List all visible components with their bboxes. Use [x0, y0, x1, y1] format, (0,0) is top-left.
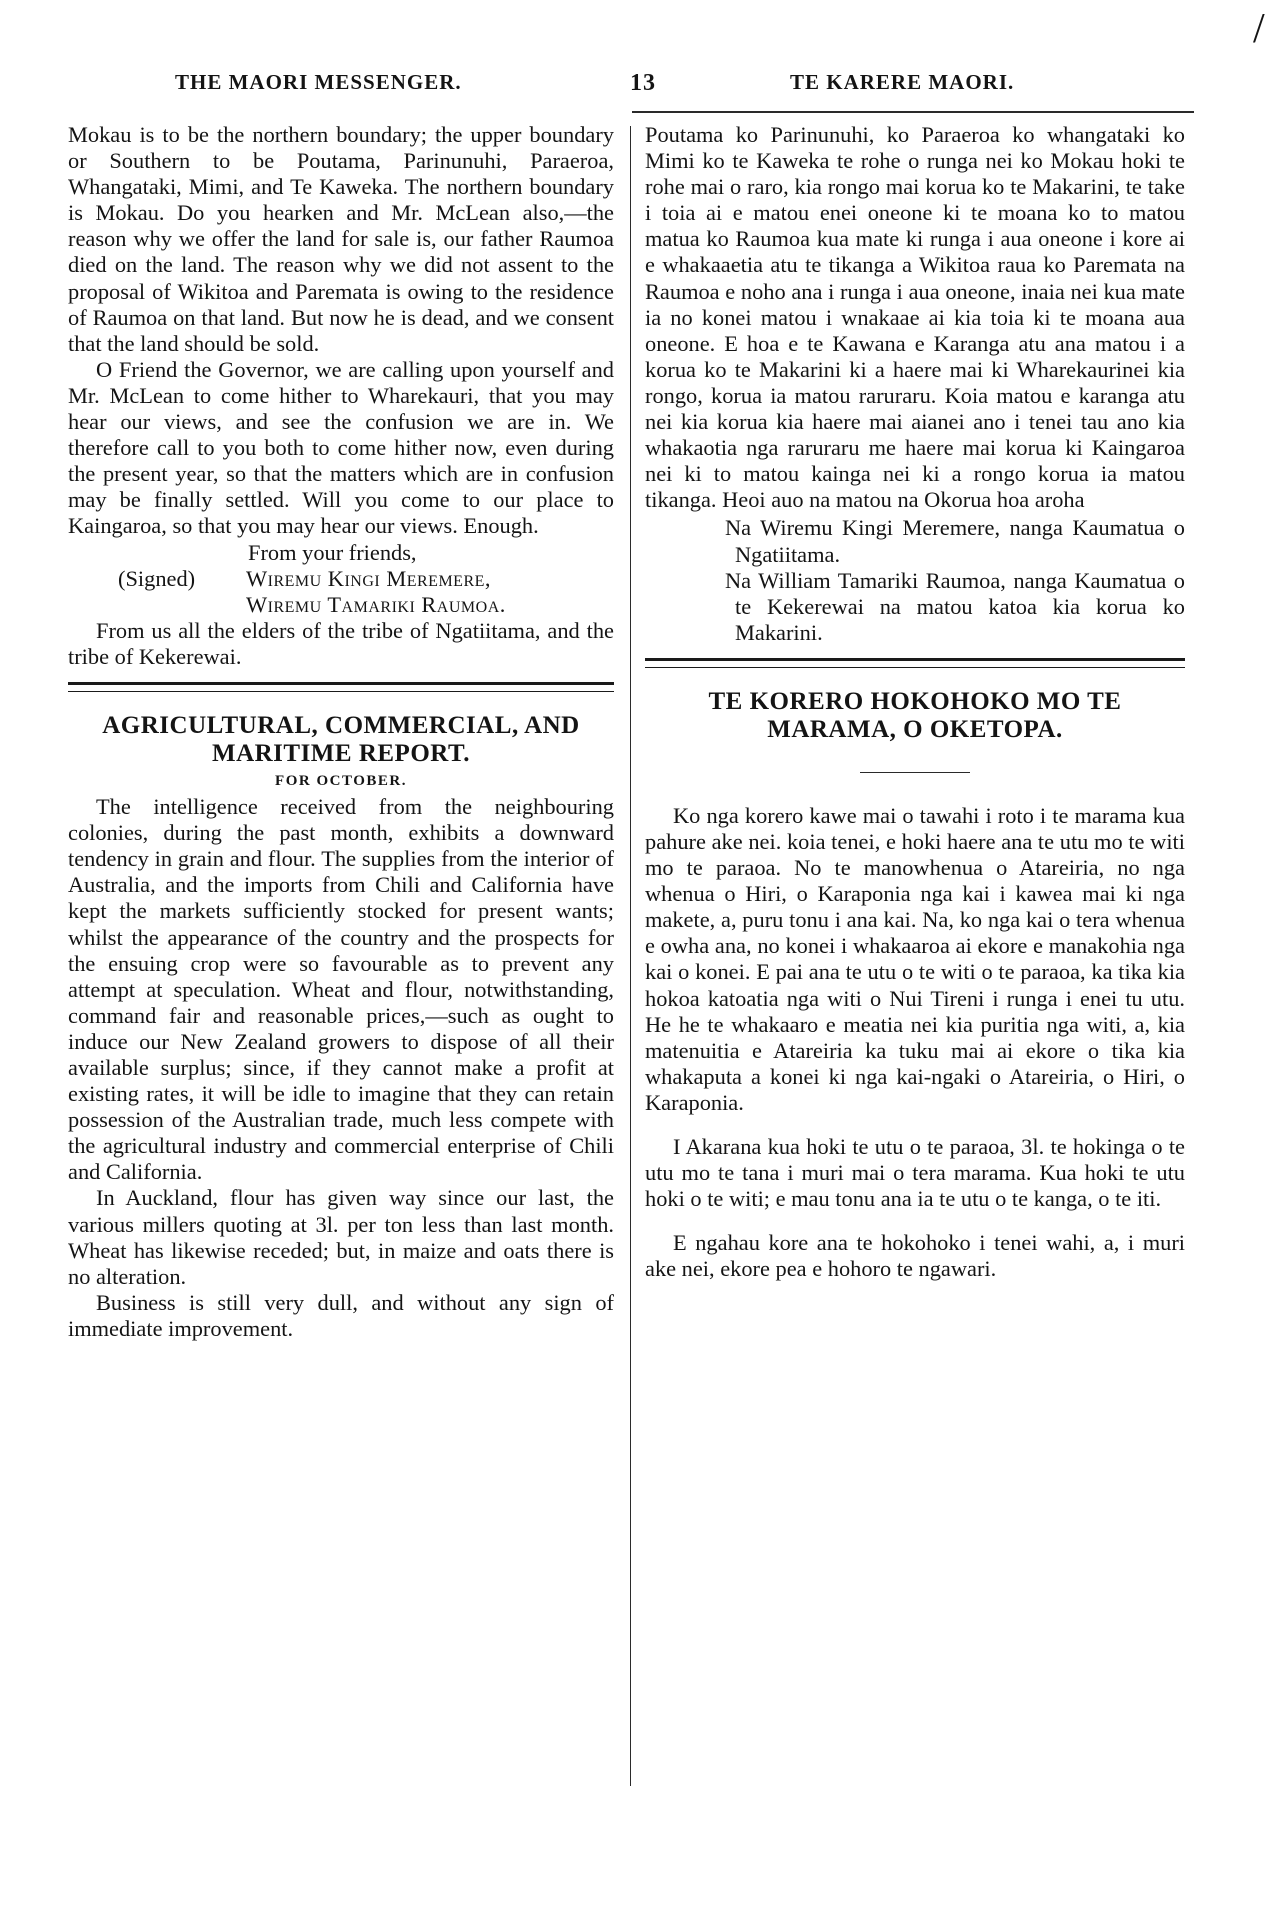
- report-paragraph: E ngahau kore ana te hokohoko i tenei wahi, a, i muri ake nei, ekore pea e hohoro te ngawari.: [645, 1230, 1185, 1282]
- header-rule: [632, 111, 1194, 113]
- report-title: TE KORERO HOKOHOKO MO TE MARAMA, O OKETOPA.: [708, 687, 1122, 743]
- letter-paragraph: O Friend the Governor, we are calling upon yourself and Mr. McLean to come hither to Wharekauri, that you may hear our views, and see the confusion we are in. We therefore call to you both to come hither now, even during the present year, so that the matters which are in confusion may be finally settled. Will you come to our place to Kaingaroa, so that you may hear our views. Enough.: [68, 356, 614, 539]
- signed-label: (Signed): [118, 565, 196, 591]
- letter-paragraph: Poutama ko Parinunuhi, ko Paraeroa ko whangataki ko Mimi ko te Kaweka te rohe o runga nei ko Mokau hoki te rohe mai o raro, kia rongo mai korua ko te Makarini, te take i toia ai e matou enei oneone ki te moana ko to matou matua ko Raumoa kua mate ki runga i aua oneone i kore ai e whakaaetia atu te tikanga a Wikitoa raua ko Paremata na Raumoa e noho ana i runga i aua oneone, inaia nei kua mate ia no konei matou i wnakaae ai kia toia ki te moana aua oneone. E hoa e te Kawana e Karanga atu ana matou i a korua ko te Makarini ki a haere mai ki Wharekaurinei kia rongo, korua ia matou raruraru. Koia matou e karanga atu nei kia korua kia haere mai aianei ano i tenei tau ano kia whakaotia nga raruraru me haere mai korua ki Kaingaroa nei ki to matou kainga nei ki a rongo korua ia matou tikanga. Heoi auo na matou na Okorua hoa aroha: [645, 122, 1185, 513]
- running-head-maori: TE KARERE MAORI.: [790, 70, 1015, 94]
- report-paragraph: I Akarana kua hoki te utu o te paraoa, 3l. te hokinga o te utu mo te tana i muri mai o tera marama. Kua hoki te utu hoki o te witi; e mau tonu ana ia te utu o te kanga, o te iti.: [645, 1134, 1185, 1212]
- short-rule: [860, 772, 970, 773]
- corner-pencil-mark: /: [1253, 6, 1265, 52]
- column-divider: [630, 126, 631, 1786]
- letter-from-line: From us all the elders of the tribe of Ngatiitama, and the tribe of Kekerewai.: [68, 617, 614, 669]
- report-subtitle: FOR OCTOBER.: [275, 772, 407, 789]
- section-divider: [68, 682, 614, 692]
- letter-closing: From your friends,: [248, 539, 417, 565]
- signature-name: Wiremu Kingi Meremere,: [246, 565, 491, 591]
- report-paragraph: Ko nga korero kawe mai o tawahi i roto i te marama kua pahure ake nei. koia tenei, e hoki haere ana te utu mo te witi mo te paraoa. No te manowhenua o Atareiria, no nga whenua o Hiri, o Karaponia nga kai i kawea mai ki nga makete, a, puru tonu i ana kai. Na, ko nga kai o tera whenua e owha ana, no konei i whakaaroa ai ekore e manakohia nga kai o konei. E pai ana te utu o te witi o te paraoa, ka tika kia hokoa katoatia nga witi o Nui Tireni i runga i enei tu utu. He he te whakaaro e meatia nei kia puritia nga witi, a, kia matenuitia e Atareiria ka tuku mai ai ekore o tika kia whakaputa a konei ki nga kai-ngaki o Atareiria, o Hiri, o Karaponia.: [645, 802, 1185, 1115]
- report-paragraph: The intelligence received from the neighbouring colonies, during the past month, exhibits a downward tendency in grain and flour. The supplies from the interior of Australia, and the imports from Chili and California have kept the markets sufficiently stocked for present wants; whilst the appearance of the country and the prospects for the ensuing crop were so favourable as to prevent any attempt at speculation. Wheat and flour, notwithstanding, command fair and reasonable prices,—such as ought to induce our New Zealand growers to dispose of all their available surplus; since, if they cannot make a profit at existing rates, it will be idle to imagine that they can retain possession of the Australian trade, much less compete with the agricultural industry and commercial enterprise of Chili and California.: [68, 794, 614, 1185]
- report-paragraph: Business is still very dull, and without any sign of immediate improvement.: [68, 1289, 614, 1341]
- signature-name: Wiremu Tamariki Raumoa.: [246, 591, 506, 617]
- report-title: AGRICULTURAL, COMMERCIAL, AND MARITIME REPORT.: [102, 711, 580, 767]
- letter-paragraph: Mokau is to be the northern boundary; the upper boundary or Southern to be Poutama, Parinunuhi, Paraeroa, Whangataki, Mimi, and Te Kaweka. The northern boundary is Mokau. Do you hearken and Mr. McLean also,—the reason why we offer the land for sale is, our father Raumoa died on the land. The reason why we did not assent to the proposal of Wikitoa and Paremata is owing to the residence of Raumoa on that land. But now he is dead, and we consent that the land should be sold.: [68, 122, 614, 356]
- english-column: [68, 122, 614, 1342]
- signature-block: Na William Tamariki Raumoa, nanga Kaumatua o te Kekerewai na matou katoa kia korua ko Makarini.: [725, 567, 1185, 645]
- page-number: 13: [630, 70, 656, 96]
- report-paragraph: In Auckland, flour has given way since our last, the various millers quoting at 3l. per ton less than last month. Wheat has likewise receded; but, in maize and oats there is no alteration.: [68, 1185, 614, 1289]
- running-head-english: THE MAORI MESSENGER.: [175, 70, 462, 94]
- maori-column: [645, 122, 1185, 1282]
- section-divider: [645, 658, 1185, 668]
- signature-block: Na Wiremu Kingi Meremere, nanga Kaumatua o Ngatiitama.: [725, 515, 1185, 567]
- signature-row: [68, 566, 614, 592]
